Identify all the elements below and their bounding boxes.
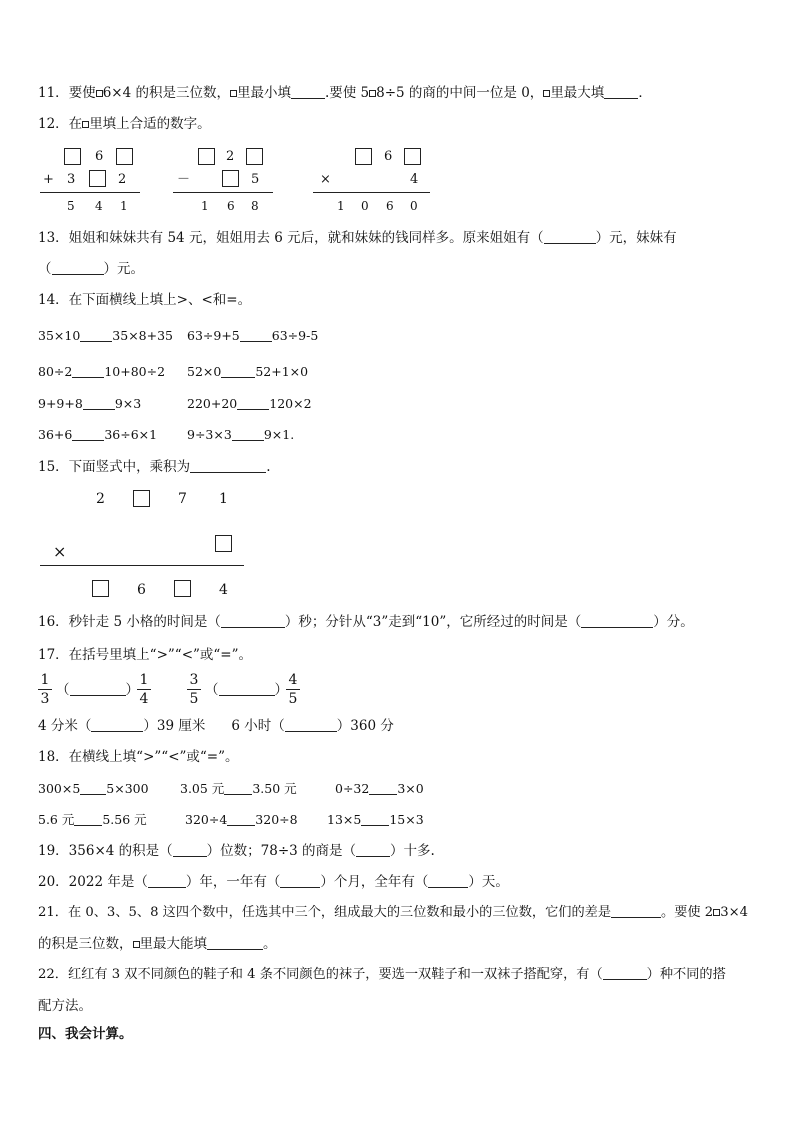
digit: 2 (226, 149, 235, 164)
plus-sign: + (43, 172, 54, 187)
digit: 5 (67, 199, 75, 213)
expr-left: 52×0 (187, 364, 222, 379)
answer-blank[interactable] (285, 731, 337, 732)
digit: 1 (201, 199, 209, 213)
fraction-bar (286, 689, 300, 690)
answer-box[interactable] (404, 148, 421, 165)
digit: 1 (337, 199, 345, 213)
q12-title-a: 12．在 (38, 116, 83, 132)
answer-blank[interactable] (91, 731, 143, 732)
question-11 (38, 84, 652, 102)
expr-left: 300×5 (38, 781, 81, 796)
answer-blank[interactable] (603, 979, 647, 980)
answer-box[interactable] (246, 148, 263, 165)
comparison-row (187, 426, 294, 444)
comparison-row (38, 780, 149, 798)
q15-end: . (266, 459, 271, 475)
denominator: 5 (288, 691, 298, 707)
divider-line (40, 565, 244, 566)
question-21-line-1 (38, 904, 748, 922)
question-19 (38, 842, 435, 860)
expr-right: 9×1. (263, 427, 295, 442)
q11-text-c: 里最小填 (236, 85, 291, 101)
q16-text-a: 16．秒针走 5 小格的时间是（ (38, 614, 221, 630)
answer-blank[interactable] (544, 243, 596, 244)
digit: 4 (219, 582, 228, 598)
q20-text-d: ）天。 (468, 874, 509, 890)
answer-blank[interactable] (190, 472, 266, 473)
answer-blank[interactable] (611, 917, 661, 918)
expr-left: 320÷4 (185, 812, 228, 827)
answer-blank[interactable] (80, 341, 112, 342)
answer-blank[interactable] (604, 98, 638, 99)
divider-line (313, 192, 430, 193)
q11-text-d: .要使 5 (324, 85, 370, 101)
answer-box[interactable] (174, 580, 191, 597)
answer-blank[interactable] (148, 887, 186, 888)
answer-blank[interactable] (74, 825, 102, 826)
digit: 6 (386, 199, 394, 213)
question-13-line-1 (38, 229, 677, 247)
answer-blank[interactable] (207, 949, 263, 950)
answer-box[interactable] (198, 148, 215, 165)
answer-box[interactable] (64, 148, 81, 165)
fraction (38, 672, 52, 707)
answer-blank[interactable] (221, 627, 285, 628)
expr-right: 320÷8 (255, 812, 298, 827)
expr-left: 5.6 元 (38, 812, 75, 827)
small-box-icon (230, 90, 237, 97)
q12-title-b: 里填上合适的数字。 (89, 116, 211, 132)
expr-left: 80÷2 (38, 364, 73, 379)
q22-text-a: 22．红红有 3 双不同颜色的鞋子和 4 条不同颜色的袜子，要选一双鞋子和一双袜子搭配穿，有（ (38, 967, 603, 982)
q19-text-b: ）位数；78÷3 的商是（ (206, 843, 357, 859)
q11-text-b: 6×4 的积是三位数， (102, 85, 230, 101)
comparison-row (187, 395, 312, 413)
digit: 5 (251, 172, 260, 187)
q21-text-d: 的积是三位数， (38, 936, 133, 952)
answer-blank[interactable] (227, 825, 255, 826)
expr-right: 36÷6×1 (104, 427, 158, 442)
compare-blank-group (56, 681, 139, 699)
digit: 6 (384, 149, 393, 164)
minus-sign: － (177, 172, 191, 187)
question-17-title: 17．在括号里填上“>”“<”或“=”。 (38, 647, 253, 663)
digit: 3 (67, 172, 76, 187)
fraction (137, 672, 151, 707)
expr-right: 63÷9-5 (271, 328, 319, 343)
expr-right: 3.50 元 (252, 781, 297, 796)
q11-text-f: 里最大填 (550, 85, 605, 101)
question-22-line-2: 配方法。 (38, 998, 92, 1014)
digit: 6 (227, 199, 235, 213)
expr-right: 35×8+35 (112, 328, 174, 343)
answer-blank[interactable] (72, 440, 104, 441)
q17-unit-comparisons (38, 717, 394, 735)
divider-line (40, 192, 140, 193)
answer-blank[interactable] (173, 856, 207, 857)
denominator: 4 (139, 691, 149, 707)
fraction (187, 672, 201, 707)
q13-text-a: 13．姐姐和妹妹共有 54 元，姐姐用去 6 元后，就和妹妹的钱同样多。原来姐姐有（ (38, 230, 544, 246)
expr-right: 10+80÷2 (104, 364, 166, 379)
q21-text-f: 。 (263, 936, 277, 952)
q19-text-a: 19．356×4 的积是（ (38, 843, 173, 859)
numerator: 4 (288, 672, 298, 688)
answer-box[interactable] (116, 148, 133, 165)
comparison-row (38, 395, 141, 413)
answer-blank[interactable] (224, 794, 252, 795)
small-box-icon (96, 90, 103, 97)
section-4-heading: 四、我会计算。 (38, 1026, 133, 1042)
q17-text-a: 4 分米（ (38, 718, 92, 734)
digit: 2 (96, 491, 105, 507)
compare-blank-group (205, 681, 288, 699)
paren-left: （ (56, 682, 70, 698)
answer-blank[interactable] (369, 794, 397, 795)
answer-blank[interactable] (72, 377, 104, 378)
answer-box[interactable] (355, 148, 372, 165)
answer-blank[interactable] (581, 627, 653, 628)
multiply-sign: × (53, 542, 67, 561)
denominator: 3 (40, 691, 50, 707)
answer-blank[interactable] (291, 98, 325, 99)
question-15-title (38, 458, 270, 476)
fraction-bar (38, 689, 52, 690)
multiply-sign: × (320, 172, 331, 187)
q21-text-c: 3×4 (720, 905, 749, 920)
digit: 1 (120, 199, 128, 213)
answer-blank[interactable] (221, 377, 255, 378)
q19-text-c: ）十多. (390, 843, 435, 859)
answer-blank[interactable] (219, 695, 275, 696)
q20-text-c: ）个月，全年有（ (320, 874, 429, 890)
answer-blank[interactable] (361, 825, 389, 826)
expr-right: 15×3 (389, 812, 424, 827)
answer-box[interactable] (92, 580, 109, 597)
expr-right: 52+1×0 (255, 364, 309, 379)
question-12-title (38, 115, 211, 133)
q20-text-a: 20．2022 年是（ (38, 874, 148, 890)
q11-text-g: ． (638, 85, 652, 101)
question-22-line-1 (38, 966, 726, 984)
paren-right: ） (274, 682, 288, 698)
comparison-row (327, 811, 424, 829)
q16-text-b: ）秒；分针从“3”走到“10”，它所经过的时间是（ (284, 614, 582, 630)
digit: 0 (361, 199, 369, 213)
q13-text-c: （ (38, 261, 52, 277)
expr-left: 36+6 (38, 427, 73, 442)
q11-text-a: 要使 (68, 85, 96, 101)
q21-text-b: 。要使 2 (661, 905, 714, 920)
answer-blank[interactable] (428, 887, 468, 888)
q11-number: 11． (38, 85, 69, 101)
expr-left: 9÷3×3 (187, 427, 232, 442)
comparison-row (335, 780, 424, 798)
expr-left: 35×10 (38, 328, 81, 343)
digit: 7 (178, 491, 187, 507)
expr-left: 9+9+8 (38, 396, 83, 411)
numerator: 3 (189, 672, 199, 688)
expr-right: 3×0 (397, 781, 424, 796)
expr-left: 0÷32 (335, 781, 370, 796)
expr-left: 13×5 (327, 812, 362, 827)
answer-blank[interactable] (240, 341, 272, 342)
comparison-row (187, 327, 318, 345)
q11-text-e: 8÷5 的商的中间一位是 0， (376, 85, 544, 101)
q21-text-e: 里最大能填 (139, 936, 207, 952)
answer-box[interactable] (215, 535, 232, 552)
expr-right: 5×300 (106, 781, 149, 796)
q20-text-b: ）年，一年有（ (185, 874, 281, 890)
digit: 1 (219, 491, 228, 507)
question-16 (38, 613, 694, 631)
question-13-line-2 (38, 260, 144, 278)
answer-blank[interactable] (80, 794, 106, 795)
digit: 0 (410, 199, 418, 213)
answer-box[interactable] (89, 170, 106, 187)
answer-blank[interactable] (356, 856, 390, 857)
comparison-row (185, 811, 298, 829)
expr-right: 5.56 元 (102, 812, 147, 827)
comparison-row (38, 327, 173, 345)
digit: 4 (95, 199, 103, 213)
digit: 8 (251, 199, 259, 213)
answer-box[interactable] (222, 170, 239, 187)
q17-text-c: 6 小时（ (231, 718, 285, 734)
comparison-row (38, 811, 147, 829)
numerator: 1 (139, 672, 149, 688)
digit: 6 (95, 149, 104, 164)
fraction (286, 672, 300, 707)
answer-blank[interactable] (52, 274, 104, 275)
comparison-row (187, 363, 308, 381)
answer-blank[interactable] (232, 440, 264, 441)
denominator: 5 (189, 691, 199, 707)
answer-blank[interactable] (70, 695, 126, 696)
answer-box[interactable] (133, 490, 150, 507)
digit: 6 (137, 582, 146, 598)
small-box-icon (133, 941, 140, 948)
answer-blank[interactable] (83, 409, 115, 410)
question-20 (38, 873, 509, 891)
expr-left: 3.05 元 (180, 781, 225, 796)
answer-blank[interactable] (280, 887, 320, 888)
fraction-bar (187, 689, 201, 690)
expr-right: 9×3 (114, 396, 142, 411)
digit: 4 (410, 172, 419, 187)
question-21-line-2 (38, 935, 277, 953)
q16-text-c: ）分。 (653, 614, 694, 630)
fraction-bar (137, 689, 151, 690)
expr-left: 220+20 (187, 396, 238, 411)
divider-line (173, 192, 273, 193)
q17-text-d: ）360 分 (336, 718, 394, 734)
paren-right: ） (125, 682, 139, 698)
q13-text-d: ）元。 (103, 261, 144, 277)
comparison-row (38, 363, 165, 381)
q13-text-b: ）元，妹妹有 (595, 230, 677, 246)
q17-text-b: ）39 厘米 (143, 718, 206, 734)
expr-left: 63÷9+5 (187, 328, 240, 343)
paren-left: （ (205, 682, 219, 698)
expr-right: 120×2 (269, 396, 312, 411)
numerator: 1 (40, 672, 50, 688)
question-18-title: 18．在横线上填“>”“<”或“=”。 (38, 749, 239, 765)
answer-blank[interactable] (237, 409, 269, 410)
question-14-title: 14．在下面横线上填上>、<和=。 (38, 292, 252, 308)
q21-text-a: 21．在 0、3、5、8 这四个数中，任选其中三个，组成最大的三位数和最小的三位数，它们的差是 (38, 905, 612, 920)
comparison-row (180, 780, 297, 798)
q15-text: 15．下面竖式中，乘积为 (38, 459, 191, 475)
q22-text-b: ）种不同的搭 (646, 967, 726, 982)
comparison-row (38, 426, 157, 444)
digit: 2 (118, 172, 127, 187)
